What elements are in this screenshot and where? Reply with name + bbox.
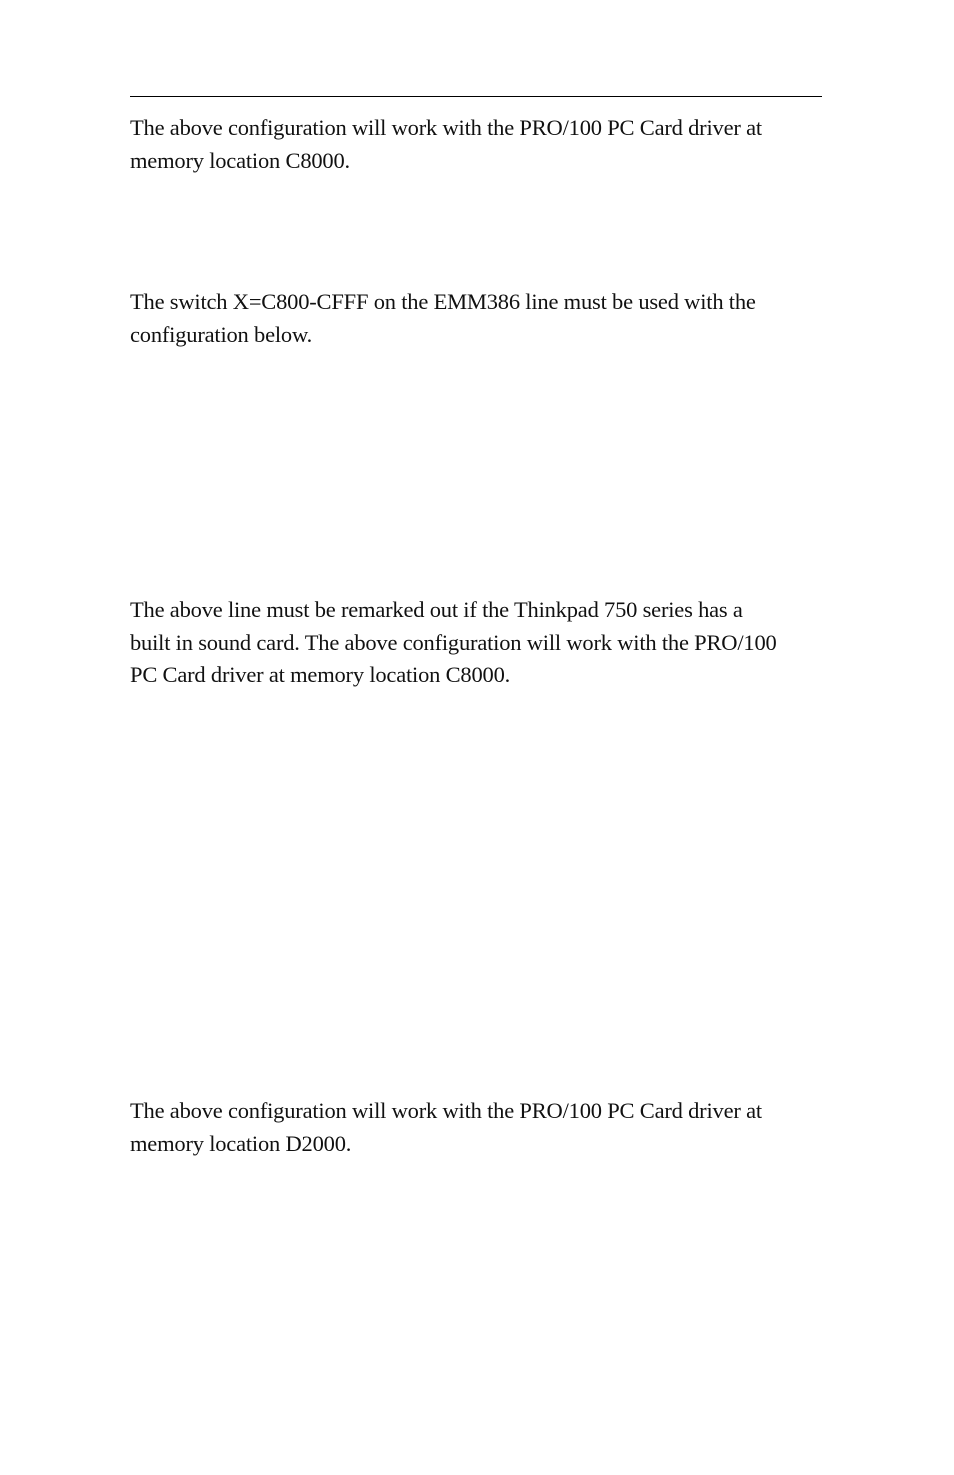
text-line: The above configuration will work with the PRO/100 PC Card driver at bbox=[130, 1098, 762, 1123]
paragraph-config-d2000 bbox=[130, 1095, 830, 1160]
text-line: configuration below. bbox=[130, 321, 312, 347]
text-line: The above line must be remarked out if the Thinkpad 750 series has a bbox=[130, 597, 743, 622]
text-line: PC Card driver at memory location C8000. bbox=[130, 662, 511, 687]
top-rule bbox=[130, 96, 822, 97]
paragraph-emm386-switch bbox=[130, 286, 830, 351]
text-line: built in sound card. The above configuration will work with the PRO/100 bbox=[130, 629, 777, 655]
text-line: The above configuration will work with the PRO/100 PC Card driver at bbox=[130, 115, 762, 140]
text-line: The switch X=C800-CFFF on the EMM386 line must be used with the bbox=[130, 289, 756, 314]
text-line: memory location D2000. bbox=[130, 1130, 352, 1156]
paragraph-config-c8000 bbox=[130, 112, 830, 177]
paragraph-thinkpad-sound-card bbox=[130, 594, 830, 692]
text-line: memory location C8000. bbox=[130, 147, 350, 173]
